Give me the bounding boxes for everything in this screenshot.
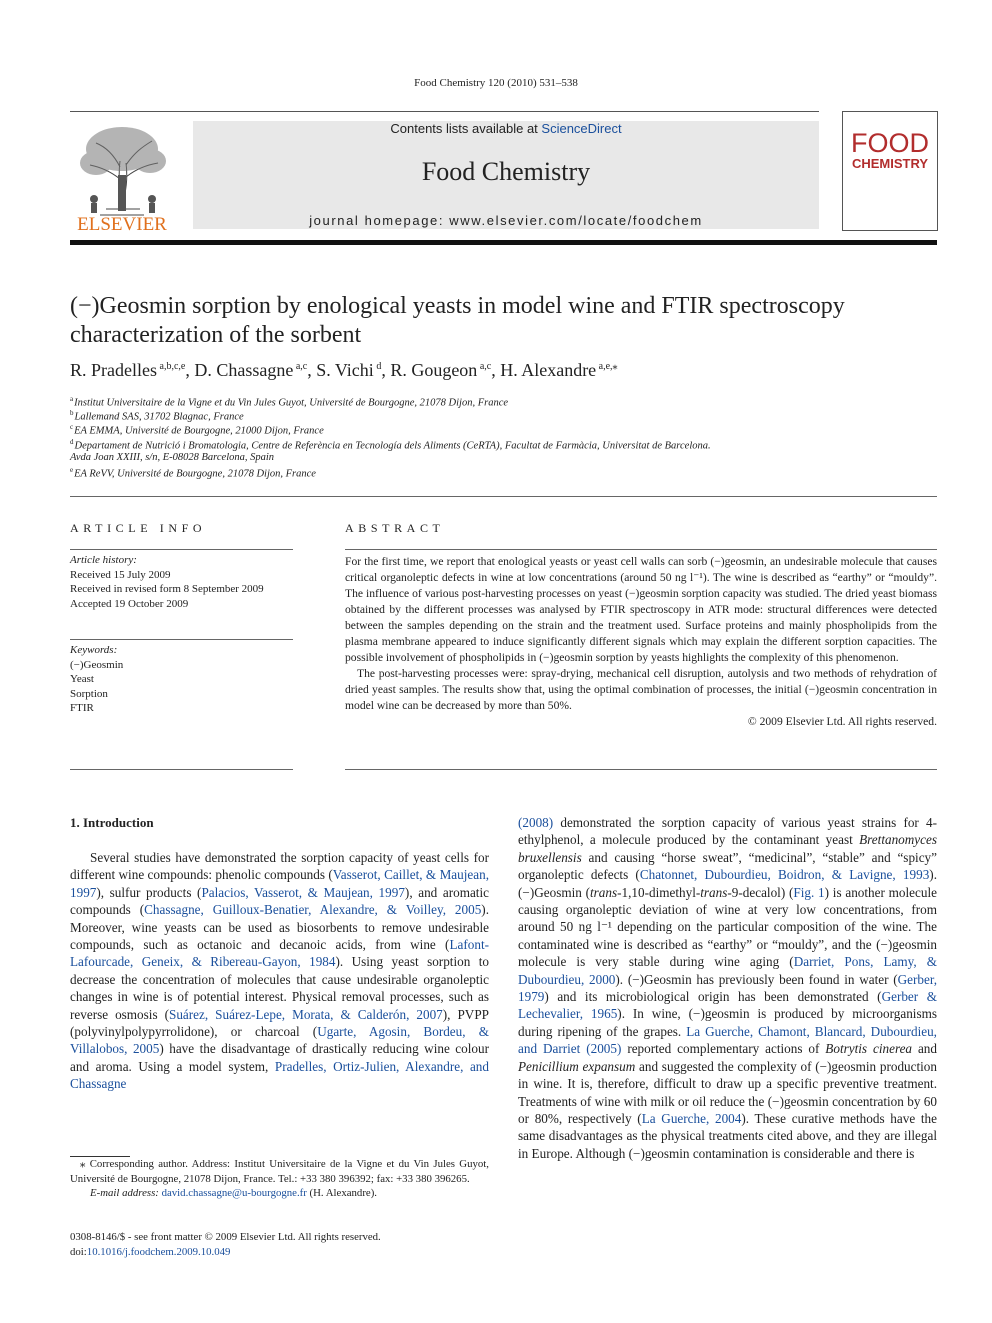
citation-link[interactable]: Suárez, Suárez-Lepe, Morata, & Calderón, 2007 [168, 1006, 443, 1022]
citation-link[interactable]: Darriet, Pons, Lamy, & Dubourdieu, 2000 [518, 954, 938, 987]
abstract-bottom-divider [345, 769, 937, 770]
author-name[interactable]: R. Gougeon [390, 360, 478, 380]
keyword: Sorption [70, 687, 108, 700]
text-segment: ). (−)Geosmin ( [518, 867, 937, 900]
intro-paragraph [70, 849, 489, 1093]
author-list [70, 360, 930, 381]
keywords-block [70, 643, 123, 716]
author-separator: , [381, 360, 391, 380]
email-label: E-mail address: [90, 1187, 159, 1199]
text-segment: ), sulfur products ( [96, 884, 202, 900]
author-affiliation-marker: a,b,c,e [157, 361, 186, 372]
author-name[interactable]: D. Chassagne [194, 360, 294, 380]
keywords-divider [70, 639, 293, 640]
affiliation-d-address: Avda Joan XXIII, s/n, E-08028 Barcelona, Spain [70, 452, 275, 463]
accepted-date: Accepted 19 October 2009 [70, 597, 189, 610]
author-affiliation-marker: a,c [293, 361, 308, 372]
text-segment: ). These curative methods have the same disadvantages as the physical treatments cited above, and they are illegal in Europe. Although (−)geosmin contamination is considerable and there is [518, 1110, 937, 1161]
abstract-copyright: © 2009 Elsevier Ltd. All rights reserved. [747, 715, 937, 728]
italic-text: trans [700, 884, 728, 900]
citation-link[interactable]: Gerber, 1979 [518, 971, 938, 1005]
author-affiliation-marker: d [373, 361, 382, 372]
text-segment: ), PVPP (polyvinylpolypyrrolidone), or charcoal ( [70, 1006, 490, 1040]
text-segment: ) is another molecule causing organoleptic deviation of wine at very low concentrations, from around 50 ng l⁻¹ depending on the particular composition of the wine. The contaminated wine is described as “earthy” or “mouldy”, and the (−)geosmin molecule is very stable during wine aging ( [518, 884, 937, 970]
elsevier-tree-icon [70, 119, 175, 234]
revised-date: Received in revised form 8 September 2009 [70, 583, 264, 595]
text-segment: Several studies have demonstrated the sorption capacity of yeast cells for different wine compounds: phenolic compounds ( [70, 850, 489, 883]
intro-right-column [518, 814, 937, 1162]
article-info-divider [70, 549, 293, 550]
italic-text: Brettanomyces bruxellensis [518, 832, 937, 865]
affiliation-d: $^d$Departament de Nutrició i Bromatologia, Centre de Referència en Tecnología dels Aliments (CeRTA), Facultat de Farmàcia, Universitat de Barcelona. [70, 438, 711, 452]
text-segment: ). Moreover, wine yeasts can be used as biosorbents to remove undesirable compounds, such as octanoic and decanoic acids, from wine ( [70, 902, 489, 953]
author-email-link[interactable]: david.chassagne@u-bourgogne.fr [161, 1187, 307, 1199]
italic-text: trans [590, 884, 618, 900]
corresponding-author-footnote [70, 1157, 489, 1201]
intro-left-column [70, 849, 489, 1093]
author-name[interactable]: R. Pradelles [70, 360, 157, 380]
affiliations-divider [70, 496, 937, 497]
citation-link[interactable]: Ugarte, Agosin, Bordeu, & Villalobos, 2005 [70, 1024, 489, 1057]
italic-text: Botrytis cinerea [825, 1041, 913, 1057]
citation-link[interactable]: Palacios, Vasserot, & Maujean, 1997 [201, 884, 405, 900]
affiliation-e: $^e$EA ReVV, Université de Bourgogne, 21078 Dijon, France [70, 466, 316, 480]
footnote-marker: ⁎ [80, 1158, 86, 1170]
sciencedirect-link[interactable]: ScienceDirect [541, 121, 622, 136]
citation-link[interactable]: Chassagne, Guilloux-Benatier, Alexandre, & Voilley, 2005 [144, 902, 482, 918]
email-suffix: (H. Alexandre). [306, 1187, 377, 1199]
article-info-bottom-divider [70, 769, 293, 770]
article-info-heading: ARTICLE INFO [70, 521, 207, 535]
article-title: (−)Geosmin sorption by enological yeasts in model wine and FTIR spectroscopy characterization of the sorbent [70, 293, 845, 348]
issn-doi-block [70, 1230, 381, 1259]
text-segment: reported complementary actions of [621, 1041, 826, 1057]
journal-homepage[interactable]: journal homepage: www.elsevier.com/locate/foodchem [309, 213, 703, 228]
journal-title: Food Chemistry [421, 157, 591, 186]
abstract-divider [345, 549, 937, 550]
author-separator: , [185, 360, 195, 380]
journal-header-box [193, 121, 819, 229]
keyword: Yeast [70, 673, 94, 685]
text-segment: ). In wine, (−)geosmin is produced by microorganisms during ripening of the grapes. [518, 1006, 937, 1039]
doi-link[interactable]: 10.1016/j.foodchem.2009.10.049 [86, 1245, 231, 1258]
author-name[interactable]: H. Alexandre [500, 360, 597, 380]
citation-link[interactable]: Lafont-Lafourcade, Geneix, & Ribereau-Gayon, 1984 [70, 937, 489, 970]
history-label: Article history: [70, 554, 137, 566]
citation-link[interactable]: (2008) [518, 815, 554, 830]
citation-link[interactable]: La Guerche, Chamont, Blancard, Dubourdieu, and Darriet (2005) [518, 1023, 937, 1057]
text-segment: ), and aromatic compounds ( [70, 884, 489, 918]
citation-link[interactable]: Vasserot, Caillet, & Maujean, 1997 [70, 867, 489, 900]
text-segment: -1,10-dimethyl- [617, 884, 701, 900]
keyword: FTIR [70, 702, 94, 714]
author-affiliation-marker: a,e,⁎ [596, 361, 618, 372]
contents-availability [193, 121, 819, 136]
keyword: (−)Geosmin [70, 658, 124, 671]
contents-prefix: Contents lists available at [390, 121, 542, 136]
text-segment: ). Using yeast sorption to decrease the concentration of molecules that cause undesirable organoleptic changes in wine is of potential interest. Physical removal processes, such as reverse osmosis ( [70, 954, 489, 1022]
doi-label: doi: [70, 1245, 87, 1258]
intro-paragraph-continued [518, 814, 937, 1162]
cover-word-food: FOOD [851, 128, 929, 158]
introduction-heading: 1. Introduction [70, 815, 154, 830]
affiliation-c: $^c$EA EMMA, Université de Bourgogne, 21000 Dijon, France [70, 423, 324, 437]
cover-word-chemistry: CHEMISTRY [851, 156, 929, 171]
article-history [70, 553, 264, 611]
italic-text: Penicillium expansum [518, 1058, 636, 1074]
abstract-heading: ABSTRACT [345, 521, 445, 535]
abstract-paragraph-2: The post-harvesting processes were: spray-drying, mechanical cell disruption, autolysis and two methods of rehydration of dried yeast samples. The results show that, using the optimal combination of processes, the initial (−)geosmin concentration in model wine can be decreased by more than 50%. [345, 667, 937, 712]
text-segment: demonstrated the sorption capacity of various yeast strains for 4-ethylphenol, a molecule produced by the contaminant yeast [518, 815, 937, 848]
citation-link[interactable]: Fig. 1 [793, 884, 825, 900]
author-affiliation-marker: a,c [477, 361, 492, 372]
elsevier-logo[interactable] [70, 119, 175, 234]
citation-link[interactable]: Pradelles, Ortiz-Julien, Alexandre, and Chassagne [70, 1058, 489, 1092]
keywords-label: Keywords: [70, 644, 118, 656]
text-segment: and [912, 1041, 937, 1057]
corresponding-author-text: Corresponding author. Address: Institut Universitaire de la Vigne et du Vin Jules Guyot, Université de Bourgogne, 21078 Dijon, France. Tel.: +33 380 396392; fax: +33 380 396265. [70, 1158, 489, 1185]
citation-link[interactable]: La Guerche, 2004 [641, 1110, 742, 1126]
citation-link[interactable]: Gerber & Lechevalier, 1965 [518, 989, 937, 1022]
text-segment: and causing “horse sweat”, “medicinal”, “stable” and “spicy” organoleptic defects ( [518, 849, 937, 883]
front-matter-line: 0308-8146/$ - see front matter © 2009 Elsevier Ltd. All rights reserved. [70, 1231, 381, 1243]
author-separator: , [307, 360, 317, 380]
abstract-paragraph-1: For the first time, we report that enological yeasts or yeast cell walls can sorb (−)geosmin, an undesirable molecule that causes critical organoleptic defects in wine at low concentrations (around 50 ng l⁻¹). The wine is described as “earthy” or “mouldy”. The influence of various post-harvesting processes on yeast (−)geosmin sorption capacity was studied. The dried yeast biomass obtained by the different processes was analysed by FTIR spectroscopy in ATR mode: structural differences were detected between the samples depending on the strain and the treatment used. Surface proteins and mainly phospholipids from the plasma membrane appeared to induce significantly different signals which may explain the different sorption capacities. The possible involvement of phospholipids in (−)geosmin sorption by yeasts highlights the complexity of this phenomenon. [345, 555, 937, 664]
received-date: Received 15 July 2009 [70, 568, 171, 581]
journal-cover-thumbnail[interactable] [842, 111, 938, 231]
affiliation-a: $^a$Institut Universitaire de la Vigne et du Vin Jules Guyot, Université de Bourgogne, 21078 Dijon, France [70, 395, 509, 409]
text-segment: -9-decalol) ( [727, 884, 794, 900]
text-segment: and suggested the complexity of (−)geosmin production in wine. It is, therefore, difficult to draw up a specific preventive treatment. Treatments of wine with milk or oil reduce the (−)geosmin concentration by 60 or 80%, respectively ( [518, 1058, 937, 1126]
journal-citation: Food Chemistry 120 (2010) 531–538 [414, 77, 578, 89]
text-segment: ) have the disadvantage of drastically reducing wine colour and aroma. Using a model system, [70, 1041, 489, 1074]
citation-link[interactable]: Chatonnet, Dubourdieu, Boidron, & Lavigne, 1993 [639, 867, 930, 883]
text-segment: ) and its microbiological origin has been demonstrated ( [544, 989, 882, 1005]
affiliation-b: $^b$Lallemand SAS, 31702 Blagnac, France [70, 409, 244, 423]
author-name[interactable]: S. Vichi [316, 360, 374, 380]
abstract-body [345, 554, 937, 730]
author-separator: , [491, 360, 501, 380]
elsevier-wordmark: ELSEVIER [77, 214, 167, 234]
header-thick-divider [70, 240, 937, 245]
header-divider [70, 111, 819, 112]
text-segment: ). (−)Geosmin has previously been found in water ( [615, 971, 898, 987]
